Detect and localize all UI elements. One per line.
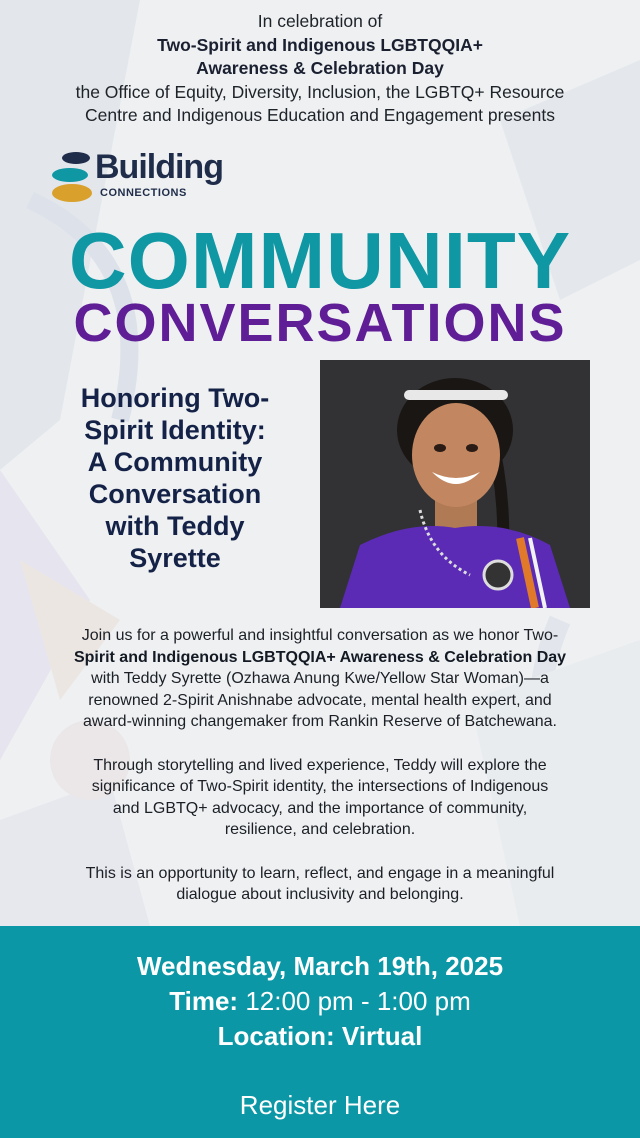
speaker-photo bbox=[320, 360, 590, 608]
description-text: renowned 2-Spirit Anishnabe advocate, mental health expert, and bbox=[88, 691, 552, 709]
event-title bbox=[50, 382, 300, 574]
event-time bbox=[0, 986, 640, 1017]
logo-wordmark: Building bbox=[95, 148, 223, 186]
description bbox=[40, 625, 600, 928]
logo-subtitle: CONNECTIONS bbox=[100, 187, 187, 199]
description-text: award-winning changemaker from Rankin Reserve of Batchewana. bbox=[82, 713, 557, 730]
building-connections-logo bbox=[50, 150, 250, 205]
description-text: Through storytelling and lived experience, Teddy will explore the bbox=[93, 756, 547, 774]
event-time-label: Time: bbox=[169, 986, 239, 1016]
event-title-line: A Community bbox=[87, 447, 263, 477]
description-text: resilience, and celebration. bbox=[224, 821, 416, 838]
event-details-footer bbox=[0, 926, 640, 1138]
intro-event-name: Two-Spirit and Indigenous LGBTQQIA+ bbox=[157, 34, 483, 55]
description-paragraph bbox=[40, 863, 600, 906]
description-text: and LGBTQ+ advocacy, and the importance of community, bbox=[112, 799, 528, 817]
intro-presenters-2: Centre and Indigenous Education and Engagement presents bbox=[85, 105, 555, 125]
intro-block bbox=[0, 10, 640, 128]
intro-event-name-2: Awareness & Celebration Day bbox=[196, 58, 444, 78]
description-text: This is an opportunity to learn, reflect, and engage in a meaningful bbox=[85, 864, 555, 882]
event-date: Wednesday, March 19th, 2025 bbox=[136, 951, 504, 981]
description-text: Join us for a powerful and insightful conversation as we honor Two- bbox=[81, 627, 559, 644]
headline-conversations: CONVERSATIONS bbox=[73, 293, 567, 353]
intro-presenters: the Office of Equity, Diversity, Inclusion, the LGBTQ+ Resource bbox=[75, 81, 565, 102]
register-link[interactable]: Register Here bbox=[239, 1090, 401, 1120]
description-event-name: Spirit and Indigenous LGBTQQIA+ Awareness & Celebration Day bbox=[73, 648, 567, 666]
event-location: Location: Virtual bbox=[217, 1021, 423, 1051]
headline-community: COMMUNITY bbox=[68, 216, 572, 305]
intro-line: In celebration of bbox=[257, 11, 383, 31]
description-paragraph bbox=[40, 625, 600, 733]
event-title-line: Syrette bbox=[129, 543, 221, 573]
description-text: with Teddy Syrette (Ozhawa Anung Kwe/Yellow Star Woman)—a bbox=[91, 670, 549, 687]
event-title-line: Honoring Two- bbox=[80, 383, 270, 413]
event-title-line: Spirit Identity: bbox=[84, 415, 266, 445]
event-time-value: 12:00 pm - 1:00 pm bbox=[245, 986, 471, 1016]
event-title-line: with Teddy bbox=[105, 511, 245, 541]
description-paragraph bbox=[40, 755, 600, 841]
description-text: dialogue about inclusivity and belonging. bbox=[176, 886, 464, 903]
description-text: significance of Two-Spirit identity, the intersections of Indigenous bbox=[91, 778, 549, 795]
event-title-line: Conversation bbox=[88, 479, 262, 509]
stacked-stones-icon bbox=[50, 150, 98, 205]
